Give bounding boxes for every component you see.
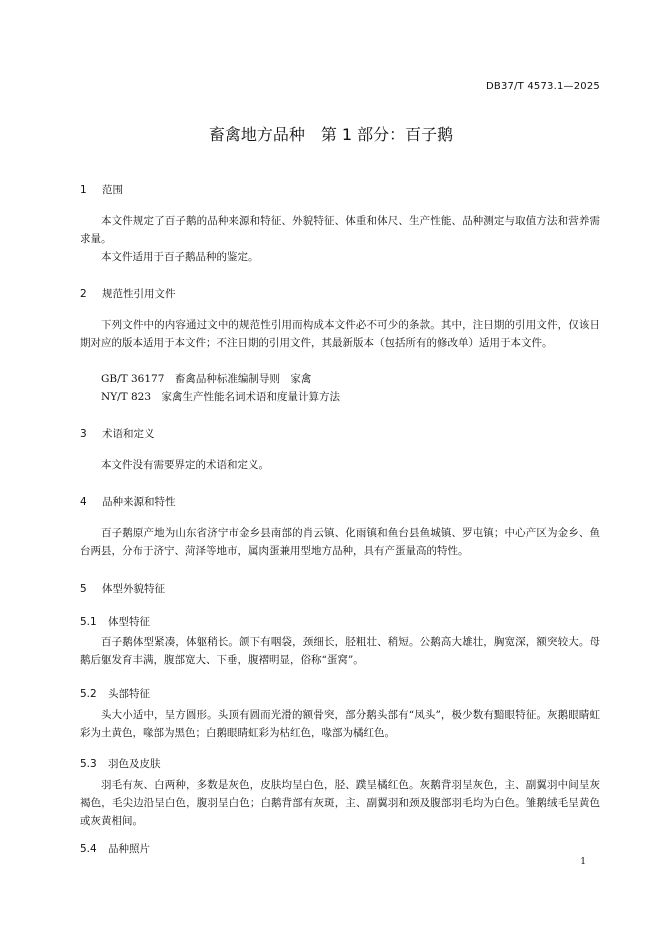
- subsection-number: 5.1: [80, 616, 97, 628]
- subsection-heading-5-4: [80, 841, 150, 856]
- subsection-title: 羽色及皮肤: [108, 758, 161, 770]
- paragraph: 头大小适中，呈方圆形。头顶有圆而光滑的额骨突，部分鹅头部有“凤头”，极少数有黯眼特征。灰鹅眼睛虹彩为土黄色，喙部为黑色；白鹅眼睛虹彩为枯红色，喙部为橘红色。: [80, 709, 600, 739]
- subsection-title: 品种照片: [108, 843, 150, 855]
- paragraph: 百子鹅体型紧凑，体躯稍长。颌下有咽袋，颈细长，胫粗壮、稍短。公鹅高大雄壮，胸宽深，额突较大。母鹅后躯发育丰满，腹部宽大、下垂，腹褶明显，俗称“蛋窝”。: [80, 636, 600, 666]
- reference-item: NY/T 823 家禽生产性能名词术语和度量计算方法: [101, 391, 341, 403]
- section-heading-3: [80, 426, 155, 441]
- subsection-heading-5-2: [80, 686, 150, 701]
- standard-code: DB37/T 4573.1—2025: [486, 81, 600, 92]
- paragraph: 本文件没有需要界定的术语和定义。: [101, 459, 269, 471]
- section-heading-5: [80, 581, 165, 596]
- section-heading-4: [80, 494, 176, 509]
- subsection-heading-5-1: [80, 614, 150, 629]
- section-title: 品种来源和特性: [102, 496, 176, 508]
- section-number: 4: [80, 496, 87, 508]
- section-title: 术语和定义: [102, 428, 155, 440]
- subsection-number: 5.2: [80, 688, 97, 700]
- section-number: 1: [80, 184, 87, 196]
- paragraph: 下列文件中的内容通过文中的规范性引用而构成本文件必不可少的条款。其中，注日期的引用文件，仅该日期对应的版本适用于本文件；不注日期的引用文件，其最新版本（包括所有的修改单）适用于本文件。: [80, 319, 600, 349]
- section-number: 5: [80, 583, 87, 595]
- section-number: 3: [80, 428, 87, 440]
- section-number: 2: [80, 288, 87, 300]
- section-title: 规范性引用文件: [102, 288, 176, 300]
- subsection-number: 5.3: [80, 758, 97, 770]
- subsection-heading-5-3: [80, 756, 161, 771]
- reference-item: GB/T 36177 畜禽品种标准编制导则 家禽: [101, 373, 312, 385]
- section-heading-2: [80, 286, 176, 301]
- paragraph: 本文件规定了百子鹅的品种来源和特征、外貌特征、体重和体尺、生产性能、品种测定与取值方法和营养需求量。: [80, 215, 600, 245]
- section-title: 体型外貌特征: [102, 583, 165, 595]
- section-title: 范围: [102, 184, 123, 196]
- page-number: 1: [580, 857, 586, 867]
- paragraph: 本文件适用于百子鹅品种的鉴定。: [101, 251, 259, 263]
- subsection-title: 头部特征: [108, 688, 150, 700]
- document-title: 畜禽地方品种 第 1 部分：百子鹅: [208, 125, 454, 144]
- paragraph: 百子鹅原产地为山东省济宁市金乡县南部的肖云镇、化雨镇和鱼台县鱼城镇、罗屯镇；中心产区为金乡、鱼台两县，分布于济宁、菏泽等地市，属肉蛋兼用型地方品种，具有产蛋量高的特性。: [80, 527, 600, 557]
- section-heading-1: [80, 182, 123, 197]
- subsection-title: 体型特征: [108, 616, 150, 628]
- paragraph: 羽毛有灰、白两种，多数是灰色，皮肤均呈白色，胫、蹼呈橘红色。灰鹅背羽呈灰色，主、副翼羽中间呈灰褐色，毛尖边沿呈白色，腹羽呈白色；白鹅背部有灰斑，主、副翼羽和颈及腹部羽毛均为白色。雏鹅绒毛呈黄色或灰黄相间。: [80, 779, 600, 827]
- subsection-number: 5.4: [80, 843, 97, 855]
